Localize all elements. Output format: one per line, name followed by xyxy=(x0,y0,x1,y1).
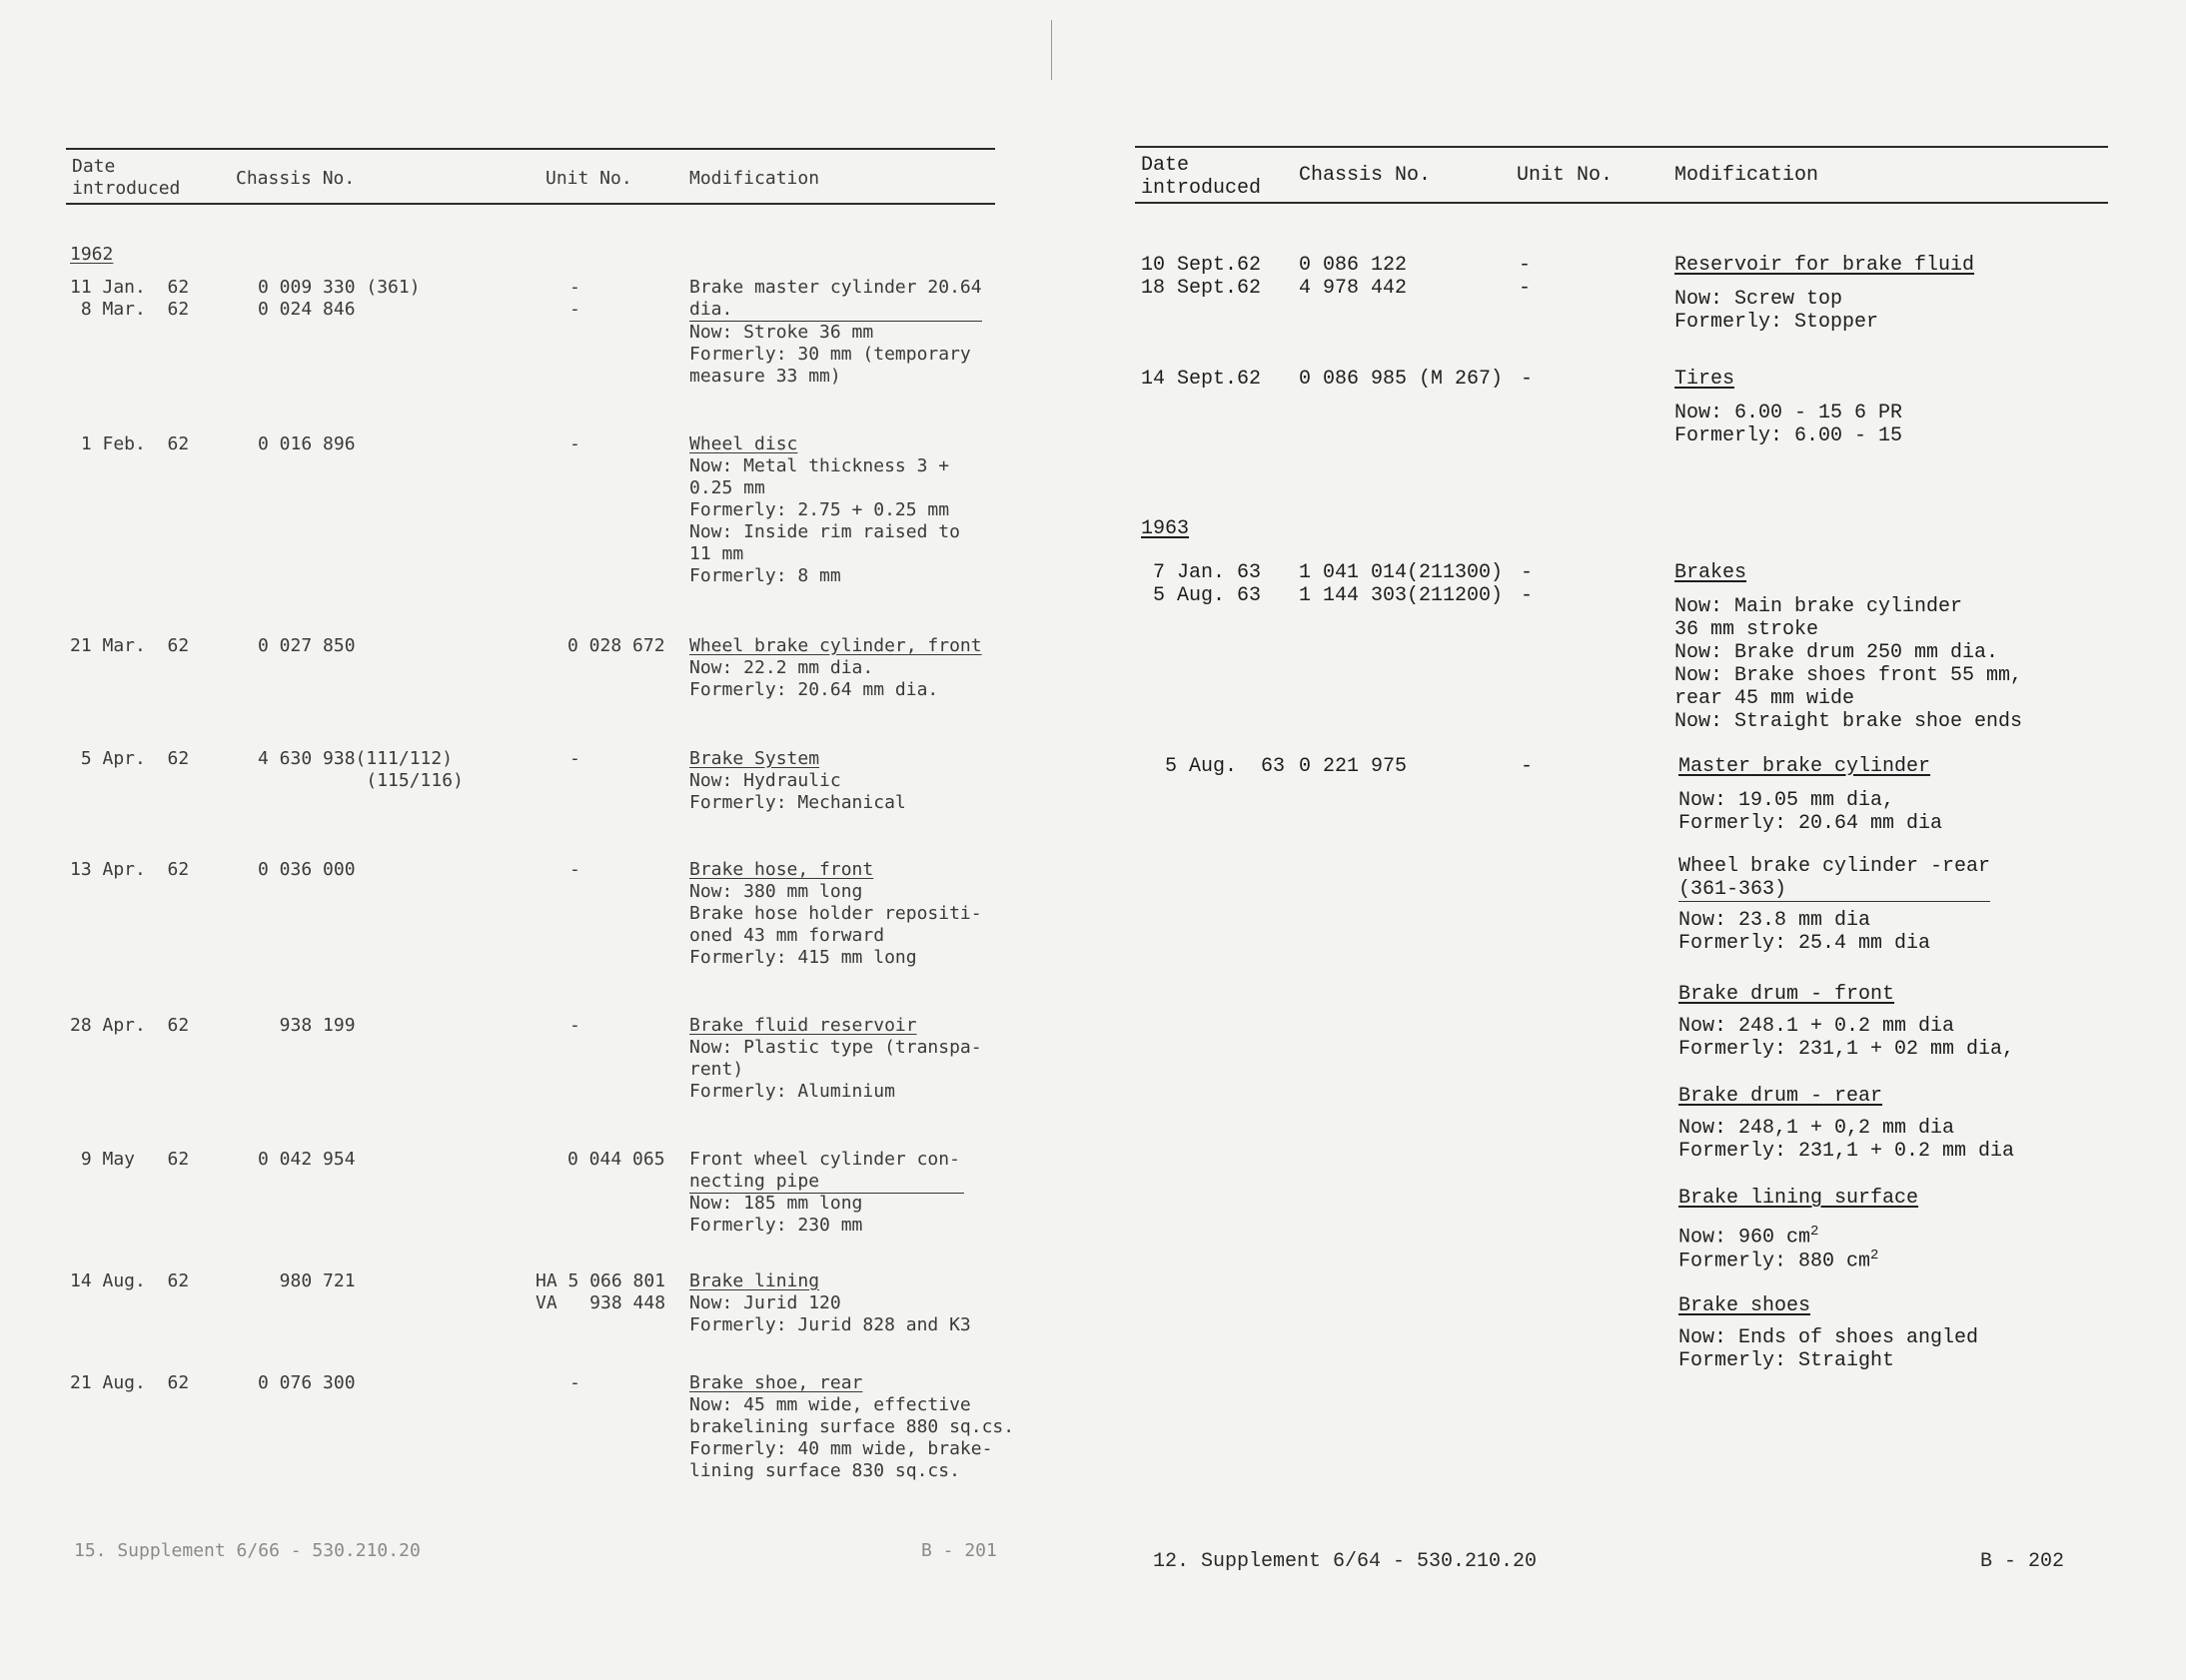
mod-title: Brake shoes xyxy=(1678,1294,1811,1317)
row-date: 7 Jan. 63 5 Aug. 63 xyxy=(1153,561,1262,607)
header-date: Date introduced xyxy=(72,156,181,199)
row-chassis: 980 721 xyxy=(258,1270,356,1291)
row-unit: 0 044 065 xyxy=(567,1149,665,1170)
row-mod-title: Brakes xyxy=(1674,561,1747,584)
row-mod-body: Now: Stroke 36 mm Formerly: 30 mm (temporary measure 33 mm) xyxy=(689,322,971,387)
footer-page-number: B - 202 xyxy=(1980,1550,2065,1573)
header-unit: Unit No. xyxy=(546,168,632,189)
row-mod-title: Master brake cylinder xyxy=(1678,755,1931,778)
row-mod-body: Now: 185 mm long Formerly: 230 mm xyxy=(689,1193,863,1236)
mod-body: Now: 23.8 mm dia Formerly: 25.4 mm dia xyxy=(1678,909,1931,955)
row-date: 28 Apr. 62 xyxy=(70,1015,190,1036)
page-b-201 xyxy=(0,0,1049,1680)
row-mod-body: Now: Plastic type (transpa- rent) Formerly: Aluminium xyxy=(689,1037,982,1102)
row-date: 14 Sept.62 xyxy=(1141,368,1262,391)
mod-body: Now: 248.1 + 0.2 mm dia Formerly: 231,1 + 02 mm dia, xyxy=(1678,1015,2015,1061)
mod-body: Formerly: 880 $cm^2$ xyxy=(1678,1248,1879,1273)
row-date: 5 Aug. 63 xyxy=(1153,755,1286,778)
year-1962: 1962 xyxy=(70,244,114,265)
row-mod-body: Now: Jurid 120 Formerly: Jurid 828 and K3 xyxy=(689,1292,971,1335)
header-unit: Unit No. xyxy=(1517,164,1614,187)
mod-body: Now: 960 $cm^2$ xyxy=(1678,1224,1819,1250)
header-modification: Modification xyxy=(1674,164,1819,187)
row-mod-title: Brake fluid reservoir xyxy=(689,1015,917,1036)
row-chassis: 0 076 300 xyxy=(258,1372,356,1393)
mod-body: Now: 248,1 + 0,2 mm dia Formerly: 231,1 + 0.2 mm dia xyxy=(1678,1117,2015,1163)
row-mod-body: Now: Hydraulic Formerly: Mechanical xyxy=(689,770,906,813)
row-mod-title: Wheel brake cylinder, front xyxy=(689,635,982,656)
mod-title: Brake lining surface xyxy=(1678,1187,1919,1210)
row-unit: - xyxy=(569,1372,580,1393)
row-date: 1 Feb. 62 xyxy=(70,433,190,454)
row-chassis: 0 221 975 xyxy=(1299,755,1408,778)
header-bottom-rule xyxy=(66,203,995,205)
row-unit: 0 028 672 xyxy=(567,635,665,656)
row-unit: - xyxy=(569,859,580,880)
header-modification: Modification xyxy=(689,168,820,189)
mod-body: Now: Ends of shoes angled Formerly: Straight xyxy=(1678,1326,1979,1372)
header-chassis: Chassis No. xyxy=(1299,164,1432,187)
row-unit: - xyxy=(569,1015,580,1036)
row-mod-title: Brake hose, front xyxy=(689,859,874,880)
row-date: 10 Sept.62 18 Sept.62 xyxy=(1141,254,1262,300)
row-chassis: 938 199 xyxy=(258,1015,356,1036)
row-mod-body: Now: Metal thickness 3 + 0.25 mm Formerly: 2.75 + 0.25 mm Now: Inside rim raised to 11 mm Formerly: 8 mm xyxy=(689,455,960,586)
row-date: 13 Apr. 62 xyxy=(70,859,190,880)
row-chassis: 4 630 938(111/112) (115/116) xyxy=(258,748,464,791)
row-unit: - xyxy=(1521,755,1534,778)
row-mod-title: Brake shoe, rear xyxy=(689,1372,863,1393)
year-1963: 1963 xyxy=(1141,517,1190,540)
row-chassis: 0 042 954 xyxy=(258,1149,356,1170)
header-date: Date introduced xyxy=(1141,154,1262,200)
page-b-202 xyxy=(1049,0,2186,1680)
row-mod-title: Brake lining xyxy=(689,1270,820,1291)
row-date: 9 May 62 xyxy=(70,1149,190,1170)
header-top-rule xyxy=(1135,146,2108,148)
row-mod-body: Now: 380 mm long Brake hose holder repositi- oned 43 mm forward Formerly: 415 mm long xyxy=(689,881,982,968)
row-unit: - - xyxy=(1521,561,1534,607)
row-chassis: 0 016 896 xyxy=(258,433,356,454)
row-chassis: 0 036 000 xyxy=(258,859,356,880)
header-bottom-rule xyxy=(1135,202,2108,204)
header-top-rule xyxy=(66,148,995,150)
footer-supplement: 12. Supplement 6/64 - 530.210.20 xyxy=(1153,1550,1538,1573)
header-chassis: Chassis No. xyxy=(236,168,356,189)
footer-page-number: B - 201 xyxy=(921,1540,997,1561)
row-date: 21 Aug. 62 xyxy=(70,1372,190,1393)
row-chassis: 0 027 850 xyxy=(258,635,356,656)
row-mod-title: Brake master cylinder 20.64 dia. xyxy=(689,277,982,320)
row-date: 5 Apr. 62 xyxy=(70,748,190,769)
row-unit: HA 5 066 801 VA 938 448 xyxy=(536,1270,666,1313)
mod-title: Brake drum - front xyxy=(1678,983,1895,1006)
mod-title: Wheel brake cylinder -rear (361-363) xyxy=(1678,855,1991,901)
row-chassis: 0 086 122 4 978 442 xyxy=(1299,254,1408,300)
row-chassis: 0 009 330 (361) 0 024 846 xyxy=(258,277,421,320)
row-date: 14 Aug. 62 xyxy=(70,1270,190,1291)
mod-title: Brake drum - rear xyxy=(1678,1085,1883,1108)
row-mod-title: Tires xyxy=(1674,368,1735,391)
row-chassis: 1 041 014(211300) 1 144 303(211200) xyxy=(1299,561,1504,607)
row-mod-title: Reservoir for brake fluid xyxy=(1674,254,1975,277)
row-date: 21 Mar. 62 xyxy=(70,635,190,656)
row-unit: - - xyxy=(1519,254,1532,300)
row-unit: - xyxy=(569,433,580,454)
row-mod-body: Now: 6.00 - 15 6 PR Formerly: 6.00 - 15 xyxy=(1674,402,1903,447)
row-mod-title: Brake System xyxy=(689,748,820,769)
row-mod-body: Now: 19.05 mm dia, Formerly: 20.64 mm dia xyxy=(1678,789,1943,835)
row-mod-title: Front wheel cylinder con- necting pipe xyxy=(689,1149,964,1194)
row-chassis: 0 086 985 (M 267) xyxy=(1299,368,1504,391)
row-unit: - xyxy=(569,748,580,769)
row-unit: - xyxy=(1521,368,1534,391)
row-mod-body: Now: 22.2 mm dia. Formerly: 20.64 mm dia. xyxy=(689,657,939,700)
row-date: 11 Jan. 62 8 Mar. 62 xyxy=(70,277,190,320)
row-unit: - - xyxy=(569,277,580,320)
row-mod-body: Now: Screw top Formerly: Stopper xyxy=(1674,288,1879,334)
row-mod-body: Now: 45 mm wide, effective brakelining surface 880 sq.cs. Formerly: 40 mm wide, brake- lining surface 830 sq.cs. xyxy=(689,1394,1015,1481)
row-mod-body: Now: Main brake cylinder 36 mm stroke Now: Brake drum 250 mm dia. Now: Brake shoes front 55 mm, rear 45 mm wide Now: Straight brake shoe ends xyxy=(1674,595,2023,733)
row-mod-title: Wheel disc xyxy=(689,433,798,454)
footer-supplement: 15. Supplement 6/66 - 530.210.20 xyxy=(74,1540,421,1561)
